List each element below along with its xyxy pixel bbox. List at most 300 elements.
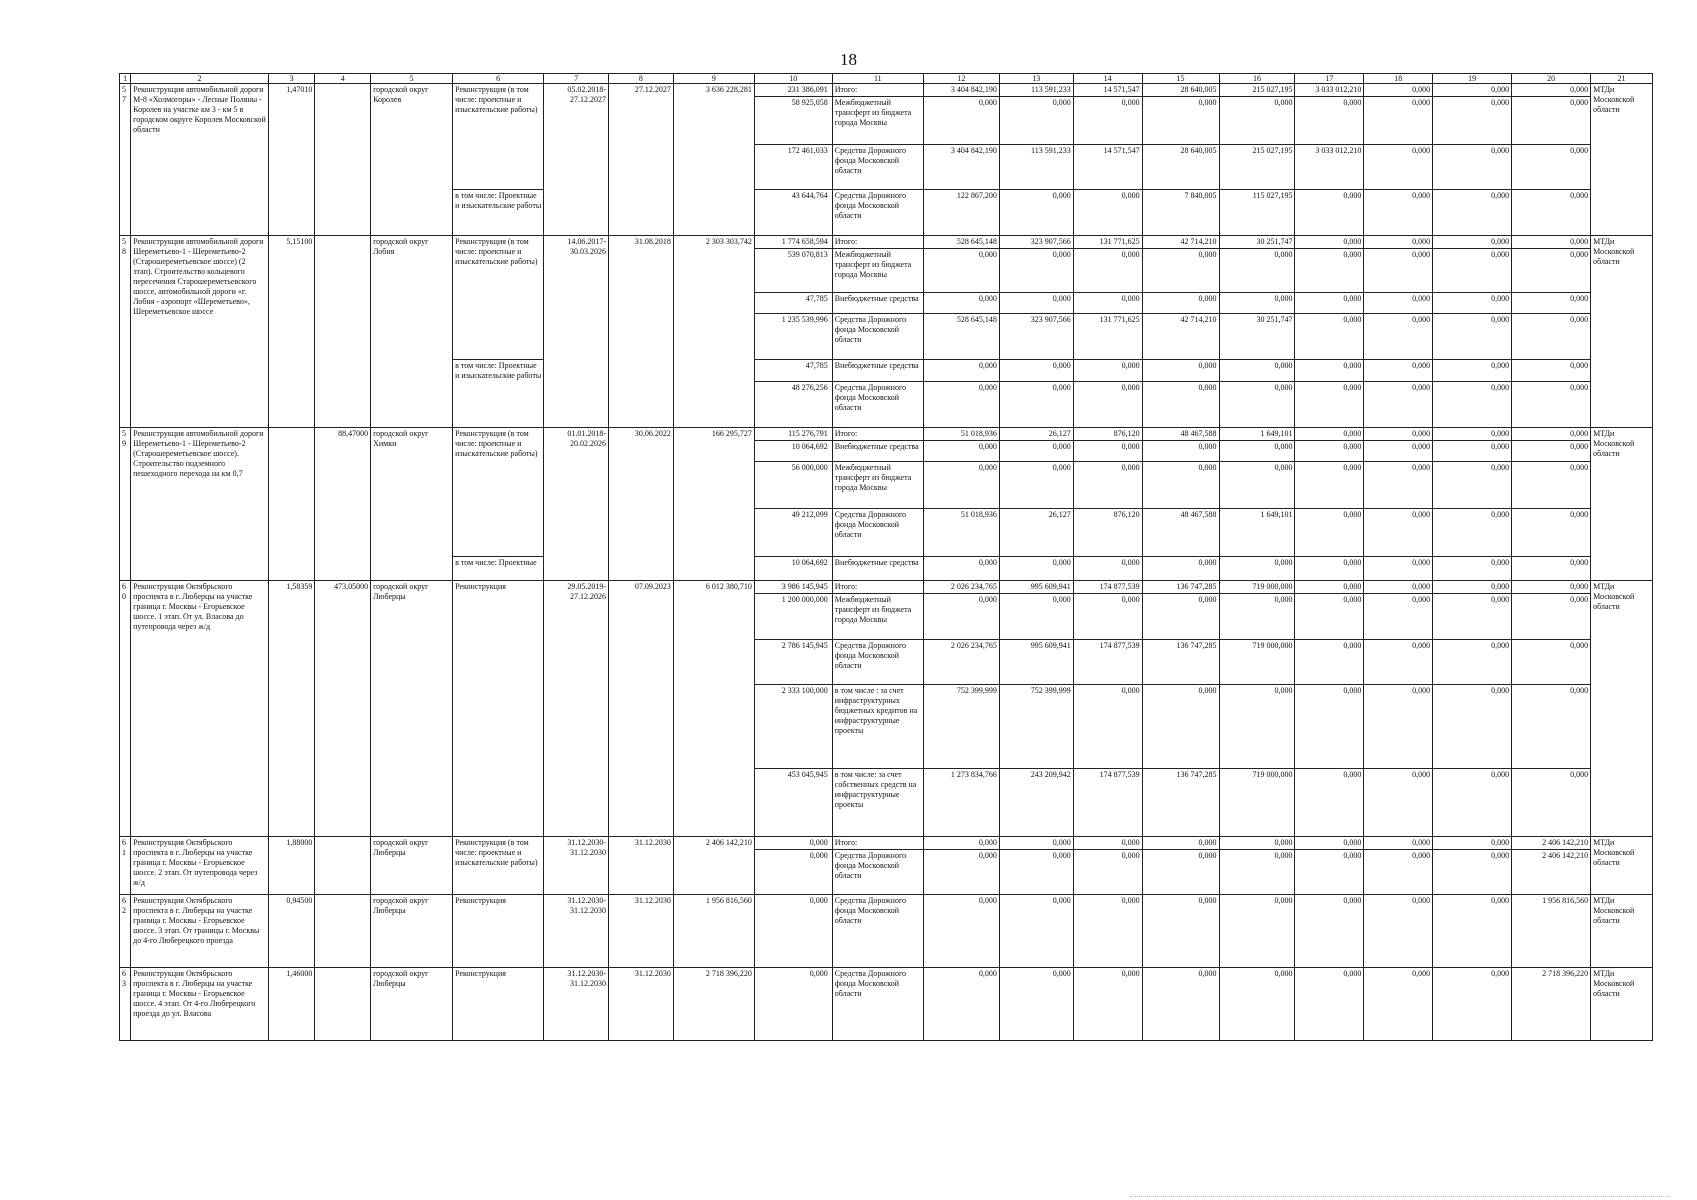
- year-amount: 0,000: [1364, 97, 1433, 145]
- year-amount: 0,000: [1295, 428, 1364, 441]
- year-amount: 0,000: [1433, 968, 1512, 1041]
- year-amount: 0,000: [1073, 249, 1142, 293]
- column-header: 9: [673, 74, 754, 84]
- work-type: в том числе: Проектные: [453, 557, 544, 581]
- year-amount: 0,000: [1219, 685, 1295, 769]
- column-header: 2: [131, 74, 269, 84]
- year-amount: 26,127: [999, 509, 1073, 557]
- financed-amount: 231 386,091: [754, 84, 832, 97]
- work-type: в том числе: Проектные и изыскательские работы: [453, 190, 544, 236]
- column-header: 16: [1219, 74, 1295, 84]
- year-amount: 0,000: [1295, 895, 1364, 968]
- year-amount: 0,000: [1433, 685, 1512, 769]
- year-amount: 115 027,195: [1219, 190, 1295, 236]
- funding-source: Итого:: [832, 581, 923, 594]
- funding-source: Средства Дорожного фонда Московской области: [832, 190, 923, 236]
- year-amount: 0,000: [1073, 382, 1142, 428]
- year-amount: 0,000: [1512, 293, 1591, 314]
- year-amount: 28 640,005: [1142, 145, 1219, 190]
- year-amount: 0,000: [1364, 769, 1433, 837]
- funding-source: Средства Дорожного фонда Московской области: [832, 145, 923, 190]
- year-amount: 0,000: [1512, 462, 1591, 509]
- year-amount: 0,000: [1073, 968, 1142, 1041]
- year-amount: 174 877,539: [1073, 581, 1142, 594]
- financed-amount: 0,000: [754, 837, 832, 850]
- year-amount: 28 640,005: [1142, 84, 1219, 97]
- financed-amount: 1 200 000,000: [754, 594, 832, 640]
- funding-source: Внебюджетные средства: [832, 293, 923, 314]
- financed-amount: 2 786 145,945: [754, 640, 832, 685]
- year-amount: 0,000: [1512, 640, 1591, 685]
- year-amount: 136 747,285: [1142, 640, 1219, 685]
- column-header: 19: [1433, 74, 1512, 84]
- year-amount: 0,000: [1512, 97, 1591, 145]
- funding-source: Средства Дорожного фонда Московской области: [832, 895, 923, 968]
- year-amount: 0,000: [999, 850, 1073, 895]
- year-amount: 0,000: [1512, 769, 1591, 837]
- municipality: городской округ Люберцы: [371, 895, 453, 968]
- column-header: 20: [1512, 74, 1591, 84]
- funding-source: Внебюджетные средства: [832, 557, 923, 581]
- year-amount: 0,000: [1219, 382, 1295, 428]
- financed-amount: 1 235 539,996: [754, 314, 832, 360]
- year-amount: 0,000: [1433, 594, 1512, 640]
- executor: МТДи Московской области: [1591, 428, 1653, 581]
- year-amount: 0,000: [1219, 97, 1295, 145]
- year-amount: 0,000: [1364, 968, 1433, 1041]
- year-amount: 0,000: [1295, 190, 1364, 236]
- year-amount: 0,000: [999, 968, 1073, 1041]
- year-amount: 0,000: [1219, 462, 1295, 509]
- year-amount: 14 571,547: [1073, 84, 1142, 97]
- municipality: городской округ Лобня: [371, 236, 453, 428]
- row-number: 63: [120, 968, 131, 1041]
- length-km: 5,15100: [268, 236, 315, 428]
- object-name: Реконструкция Октябрьского проспекта в г. Люберцы на участке граница г. Москвы - Егорьевское шоссе. 3 этап. От границы г. Москвы до 4-го Люберецкого проезда: [131, 895, 269, 968]
- year-amount: 0,000: [1142, 293, 1219, 314]
- object-name: Реконструкция Октябрьского проспекта в г. Люберцы на участке граница г. Москвы - Егорьевское шоссе. 1 этап. От ул. Власова до путепровода через ж/д: [131, 581, 269, 837]
- funding-source: Итого:: [832, 837, 923, 850]
- column-header: 8: [609, 74, 674, 84]
- length-km: 1,46000: [268, 968, 315, 1041]
- year-amount: 0,000: [1295, 594, 1364, 640]
- year-amount: 0,000: [999, 557, 1073, 581]
- year-amount: 0,000: [1142, 97, 1219, 145]
- work-type: Реконструкция (в том числе: проектные и изыскательские работы): [453, 428, 544, 557]
- year-amount: 0,000: [1433, 249, 1512, 293]
- year-amount: 0,000: [1073, 293, 1142, 314]
- year-amount: 0,000: [1512, 145, 1591, 190]
- year-amount: 1 649,101: [1219, 509, 1295, 557]
- year-amount: 0,000: [1364, 382, 1433, 428]
- year-amount: 323 907,566: [999, 236, 1073, 249]
- row-number: 62: [120, 895, 131, 968]
- year-amount: 0,000: [1219, 594, 1295, 640]
- row-number: 61: [120, 837, 131, 895]
- length-km: 1,88000: [268, 837, 315, 895]
- year-amount: 0,000: [1364, 895, 1433, 968]
- year-amount: 0,000: [1073, 685, 1142, 769]
- year-amount: 0,000: [1512, 581, 1591, 594]
- year-amount: 0,000: [1295, 97, 1364, 145]
- executor: МТДи Московской области: [1591, 968, 1653, 1041]
- year-amount: 0,000: [923, 441, 999, 462]
- length-m: 473,05000: [315, 581, 371, 837]
- year-amount: 0,000: [1364, 594, 1433, 640]
- total-cost: 2 718 396,220: [673, 968, 754, 1041]
- year-amount: 0,000: [1295, 314, 1364, 360]
- year-amount: 0,000: [1073, 557, 1142, 581]
- year-amount: 174 877,539: [1073, 769, 1142, 837]
- page-number: 18: [840, 50, 857, 69]
- completion-date: 31.12.2030: [609, 837, 674, 895]
- period: 14.06.2017-30.03.2026: [544, 236, 609, 428]
- year-amount: 0,000: [1364, 360, 1433, 382]
- year-amount: 0,000: [1295, 640, 1364, 685]
- year-amount: 0,000: [999, 462, 1073, 509]
- column-header: 12: [923, 74, 999, 84]
- year-amount: 26,127: [999, 428, 1073, 441]
- year-amount: 0,000: [923, 360, 999, 382]
- year-amount: 0,000: [999, 895, 1073, 968]
- year-amount: 0,000: [1512, 594, 1591, 640]
- year-amount: 0,000: [1433, 382, 1512, 428]
- funding-source: Межбюджетный трансферт из бюджета города Москвы: [832, 97, 923, 145]
- year-amount: 0,000: [1364, 145, 1433, 190]
- year-amount: 0,000: [1142, 360, 1219, 382]
- year-amount: 0,000: [1219, 249, 1295, 293]
- financed-amount: 48 276,256: [754, 382, 832, 428]
- year-amount: 1 649,101: [1219, 428, 1295, 441]
- year-amount: 0,000: [923, 594, 999, 640]
- row-number: 59: [120, 428, 131, 581]
- year-amount: 0,000: [1512, 314, 1591, 360]
- executor: МТДи Московской области: [1591, 236, 1653, 428]
- completion-date: 07.09.2023: [609, 581, 674, 837]
- year-amount: 0,000: [923, 895, 999, 968]
- year-amount: 0,000: [1364, 557, 1433, 581]
- year-amount: 48 467,588: [1142, 509, 1219, 557]
- financed-amount: 0,000: [754, 968, 832, 1041]
- year-amount: 0,000: [1295, 837, 1364, 850]
- year-amount: 0,000: [1364, 441, 1433, 462]
- year-amount: 0,000: [1142, 837, 1219, 850]
- total-cost: 1 956 816,560: [673, 895, 754, 968]
- work-type: Реконструкция (в том числе: проектные и изыскательские работы): [453, 837, 544, 895]
- header-row: [120, 74, 1653, 84]
- year-amount: 7 840,005: [1142, 190, 1219, 236]
- year-amount: 752 399,999: [999, 685, 1073, 769]
- object-name: Реконструкция автомобильной дороги Шереметьево-1 - Шереметьево-2 (Старошереметьевское шоссе). Строительство подземного пешеходного перехода на км 0,7: [131, 428, 269, 581]
- municipality: городской округ Химки: [371, 428, 453, 581]
- column-header: 15: [1142, 74, 1219, 84]
- municipality: городской округ Люберцы: [371, 581, 453, 837]
- financed-amount: 2 333 100,000: [754, 685, 832, 769]
- year-amount: 0,000: [1433, 97, 1512, 145]
- row-number: 60: [120, 581, 131, 837]
- year-amount: 0,000: [1142, 594, 1219, 640]
- year-amount: 0,000: [1512, 190, 1591, 236]
- year-amount: 0,000: [1295, 236, 1364, 249]
- year-amount: 0,000: [1142, 382, 1219, 428]
- year-amount: 42 714,210: [1142, 314, 1219, 360]
- table-row: [120, 581, 1653, 594]
- year-amount: 0,000: [1295, 293, 1364, 314]
- year-amount: 0,000: [1364, 84, 1433, 97]
- year-amount: 0,000: [1364, 190, 1433, 236]
- column-header: 21: [1591, 74, 1653, 84]
- table-row: [120, 84, 1653, 97]
- year-amount: 0,000: [1295, 249, 1364, 293]
- work-type: Реконструкция (в том числе: проектные и изыскательские работы): [453, 84, 544, 190]
- funding-source: Средства Дорожного фонда Московской области: [832, 640, 923, 685]
- year-amount: 174 877,539: [1073, 640, 1142, 685]
- year-amount: 0,000: [1142, 685, 1219, 769]
- year-amount: 113 591,233: [999, 145, 1073, 190]
- year-amount: 0,000: [999, 97, 1073, 145]
- work-type: в том числе: Проектные и изыскательские работы: [453, 360, 544, 428]
- funding-source: Итого:: [832, 236, 923, 249]
- year-amount: 0,000: [1295, 557, 1364, 581]
- column-header: 18: [1364, 74, 1433, 84]
- funding-source: Итого:: [832, 84, 923, 97]
- funding-source: Средства Дорожного фонда Московской области: [832, 314, 923, 360]
- year-amount: 131 771,625: [1073, 236, 1142, 249]
- length-km: 0,94500: [268, 895, 315, 968]
- period: 29.05.2019-27.12.2026: [544, 581, 609, 837]
- year-amount: 136 747,285: [1142, 769, 1219, 837]
- year-amount: 0,000: [1295, 581, 1364, 594]
- year-amount: 0,000: [1433, 557, 1512, 581]
- year-amount: 0,000: [1142, 441, 1219, 462]
- year-amount: 0,000: [1433, 850, 1512, 895]
- financed-amount: 56 000,000: [754, 462, 832, 509]
- year-amount: 0,000: [1433, 236, 1512, 249]
- year-amount: 0,000: [923, 293, 999, 314]
- year-amount: 0,000: [1295, 968, 1364, 1041]
- financed-amount: 58 925,058: [754, 97, 832, 145]
- year-amount: 0,000: [1433, 581, 1512, 594]
- year-amount: 0,000: [1364, 314, 1433, 360]
- period: 05.02.2018-27.12.2027: [544, 84, 609, 236]
- year-amount: 243 209,942: [999, 769, 1073, 837]
- total-cost: 6 012 380,710: [673, 581, 754, 837]
- year-amount: 0,000: [923, 382, 999, 428]
- year-amount: 0,000: [1219, 360, 1295, 382]
- object-name: Реконструкция автомобильной дороги Шереметьево-1 - Шереметьево-2 (Старошереметьевское шоссе) (2 этап). Строительство кольцевого пересечения Старошереметьевского шоссе, автомобильной дороги «г. Лобня - аэропорт «Шереметьево», Шереметьевское шоссе: [131, 236, 269, 428]
- column-header: 17: [1295, 74, 1364, 84]
- year-amount: 0,000: [1433, 640, 1512, 685]
- year-amount: 0,000: [1295, 382, 1364, 428]
- year-amount: 0,000: [1512, 236, 1591, 249]
- year-amount: 0,000: [1073, 462, 1142, 509]
- year-amount: 0,000: [1219, 850, 1295, 895]
- year-amount: 528 645,148: [923, 314, 999, 360]
- table-row: [120, 895, 1653, 968]
- year-amount: 0,000: [1219, 293, 1295, 314]
- funding-source: в том числе : за счет инфраструктурных бюджетных кредитов на инфраструктурные проекты: [832, 685, 923, 769]
- length-km: 1,58359: [268, 581, 315, 837]
- year-amount: 719 000,000: [1219, 769, 1295, 837]
- length-m: [315, 236, 371, 428]
- year-amount: 0,000: [923, 97, 999, 145]
- year-amount: 876,120: [1073, 509, 1142, 557]
- year-amount: 0,000: [923, 968, 999, 1041]
- year-amount: 0,000: [1073, 360, 1142, 382]
- work-type: Реконструкция: [453, 581, 544, 837]
- year-amount: 752 399,999: [923, 685, 999, 769]
- financed-amount: 3 986 145,945: [754, 581, 832, 594]
- year-amount: 48 467,588: [1142, 428, 1219, 441]
- year-amount: 876,120: [1073, 428, 1142, 441]
- funding-source: Средства Дорожного фонда Московской области: [832, 509, 923, 557]
- financed-amount: 47,785: [754, 360, 832, 382]
- financed-amount: 1 774 658,594: [754, 236, 832, 249]
- year-amount: 2 718 396,220: [1512, 968, 1591, 1041]
- funding-source: Межбюджетный трансферт из бюджета города Москвы: [832, 594, 923, 640]
- year-amount: 0,000: [1142, 557, 1219, 581]
- year-amount: 0,000: [1433, 84, 1512, 97]
- work-type: Реконструкция: [453, 968, 544, 1041]
- year-amount: 0,000: [923, 249, 999, 293]
- year-amount: 0,000: [1219, 895, 1295, 968]
- column-header: 5: [371, 74, 453, 84]
- length-km: 1,47010: [268, 84, 315, 236]
- total-cost: 2 303 303,742: [673, 236, 754, 428]
- year-amount: 0,000: [999, 190, 1073, 236]
- year-amount: 3 033 012,210: [1295, 145, 1364, 190]
- year-amount: 0,000: [1512, 360, 1591, 382]
- year-amount: 0,000: [1142, 968, 1219, 1041]
- period: 31.12.2030-31.12.2030: [544, 968, 609, 1041]
- year-amount: 0,000: [1219, 837, 1295, 850]
- length-m: 88,47000: [315, 428, 371, 581]
- table-row: [120, 236, 1653, 249]
- year-amount: 0,000: [1142, 462, 1219, 509]
- municipality: городской округ Люберцы: [371, 837, 453, 895]
- year-amount: 719 000,000: [1219, 640, 1295, 685]
- financed-amount: 43 644,764: [754, 190, 832, 236]
- year-amount: 14 571,547: [1073, 145, 1142, 190]
- year-amount: 0,000: [1433, 428, 1512, 441]
- funding-source: Средства Дорожного фонда Московской области: [832, 850, 923, 895]
- municipality: городской округ Королев: [371, 84, 453, 236]
- executor: МТДи Московской области: [1591, 581, 1653, 837]
- length-m: [315, 968, 371, 1041]
- year-amount: 0,000: [923, 837, 999, 850]
- object-name: Реконструкция Октябрьского проспекта в г. Люберцы на участке граница г. Москвы - Егорьевское шоссе. 2 этап. От путепровода через ж/д: [131, 837, 269, 895]
- object-name: Реконструкция Октябрьского проспекта в г. Люберцы на участке граница г. Москвы - Егорьевское шоссе. 4 этап. От 4-го Люберецкого проезда до ул. Власова: [131, 968, 269, 1041]
- year-amount: 0,000: [999, 441, 1073, 462]
- year-amount: 0,000: [1433, 837, 1512, 850]
- year-amount: 0,000: [1073, 837, 1142, 850]
- period: 31.12.2030-31.12.2030: [544, 837, 609, 895]
- table-row: [120, 837, 1653, 850]
- column-header: 7: [544, 74, 609, 84]
- year-amount: 0,000: [999, 293, 1073, 314]
- column-header: 14: [1073, 74, 1142, 84]
- year-amount: 0,000: [1364, 640, 1433, 685]
- year-amount: 0,000: [999, 360, 1073, 382]
- year-amount: 0,000: [1142, 850, 1219, 895]
- funding-source: Средства Дорожного фонда Московской области: [832, 382, 923, 428]
- year-amount: 0,000: [1433, 190, 1512, 236]
- executor: МТДи Московской области: [1591, 84, 1653, 236]
- financed-amount: 539 070,813: [754, 249, 832, 293]
- length-m: [315, 837, 371, 895]
- length-m: [315, 84, 371, 236]
- funding-source: в том числе: за счет собственных средств на инфраструктурные проекты: [832, 769, 923, 837]
- financed-amount: 0,000: [754, 850, 832, 895]
- year-amount: 0,000: [999, 249, 1073, 293]
- year-amount: 528 645,148: [923, 236, 999, 249]
- row-number: 58: [120, 236, 131, 428]
- year-amount: 0,000: [1512, 249, 1591, 293]
- year-amount: 3 404 842,190: [923, 145, 999, 190]
- year-amount: 0,000: [999, 594, 1073, 640]
- year-amount: 51 018,936: [923, 509, 999, 557]
- year-amount: 0,000: [1073, 594, 1142, 640]
- year-amount: 0,000: [1295, 462, 1364, 509]
- funding-source: Межбюджетный трансферт из бюджета города Москвы: [832, 249, 923, 293]
- year-amount: 215 027,195: [1219, 84, 1295, 97]
- year-amount: 0,000: [1433, 462, 1512, 509]
- year-amount: 0,000: [1512, 557, 1591, 581]
- length-m: [315, 895, 371, 968]
- year-amount: 122 867,200: [923, 190, 999, 236]
- period: 31.12.2030-31.12.2030: [544, 895, 609, 968]
- year-amount: 0,000: [1433, 895, 1512, 968]
- work-type: Реконструкция (в том числе: проектные и изыскательские работы): [453, 236, 544, 360]
- column-header: 13: [999, 74, 1073, 84]
- year-amount: 0,000: [999, 837, 1073, 850]
- year-amount: 0,000: [1433, 441, 1512, 462]
- year-amount: 30 251,747: [1219, 236, 1295, 249]
- year-amount: 2 026 234,765: [923, 581, 999, 594]
- year-amount: 42 714,210: [1142, 236, 1219, 249]
- year-amount: 0,000: [923, 850, 999, 895]
- object-name: Реконструкция автомобильной дороги М-8 «Холмогоры» - Лесные Поляны - Королев на участке км 3 - км 5 в городском округе Королев Московской области: [131, 84, 269, 236]
- year-amount: 0,000: [1073, 190, 1142, 236]
- year-amount: 0,000: [1433, 145, 1512, 190]
- year-amount: 0,000: [1219, 441, 1295, 462]
- year-amount: 719 000,000: [1219, 581, 1295, 594]
- total-cost: 2 406 142,210: [673, 837, 754, 895]
- year-amount: 2 026 234,765: [923, 640, 999, 685]
- period: 01.01.2018-20.02.2026: [544, 428, 609, 581]
- year-amount: 0,000: [1433, 314, 1512, 360]
- column-header: 4: [315, 74, 371, 84]
- year-amount: 0,000: [1364, 293, 1433, 314]
- year-amount: 0,000: [1364, 462, 1433, 509]
- financed-amount: 10 064,692: [754, 557, 832, 581]
- row-number: 57: [120, 84, 131, 236]
- funding-source: Внебюджетные средства: [832, 441, 923, 462]
- year-amount: 0,000: [1512, 84, 1591, 97]
- column-header: 11: [832, 74, 923, 84]
- total-cost: 3 636 228,281: [673, 84, 754, 236]
- year-amount: 0,000: [1295, 441, 1364, 462]
- year-amount: 0,000: [1433, 769, 1512, 837]
- year-amount: 0,000: [1512, 428, 1591, 441]
- year-amount: 323 907,566: [999, 314, 1073, 360]
- year-amount: 2 406 142,210: [1512, 850, 1591, 895]
- year-amount: 0,000: [1364, 837, 1433, 850]
- year-amount: 0,000: [1295, 509, 1364, 557]
- year-amount: 2 406 142,210: [1512, 837, 1591, 850]
- completion-date: 30.06.2022: [609, 428, 674, 581]
- year-amount: 136 747,285: [1142, 581, 1219, 594]
